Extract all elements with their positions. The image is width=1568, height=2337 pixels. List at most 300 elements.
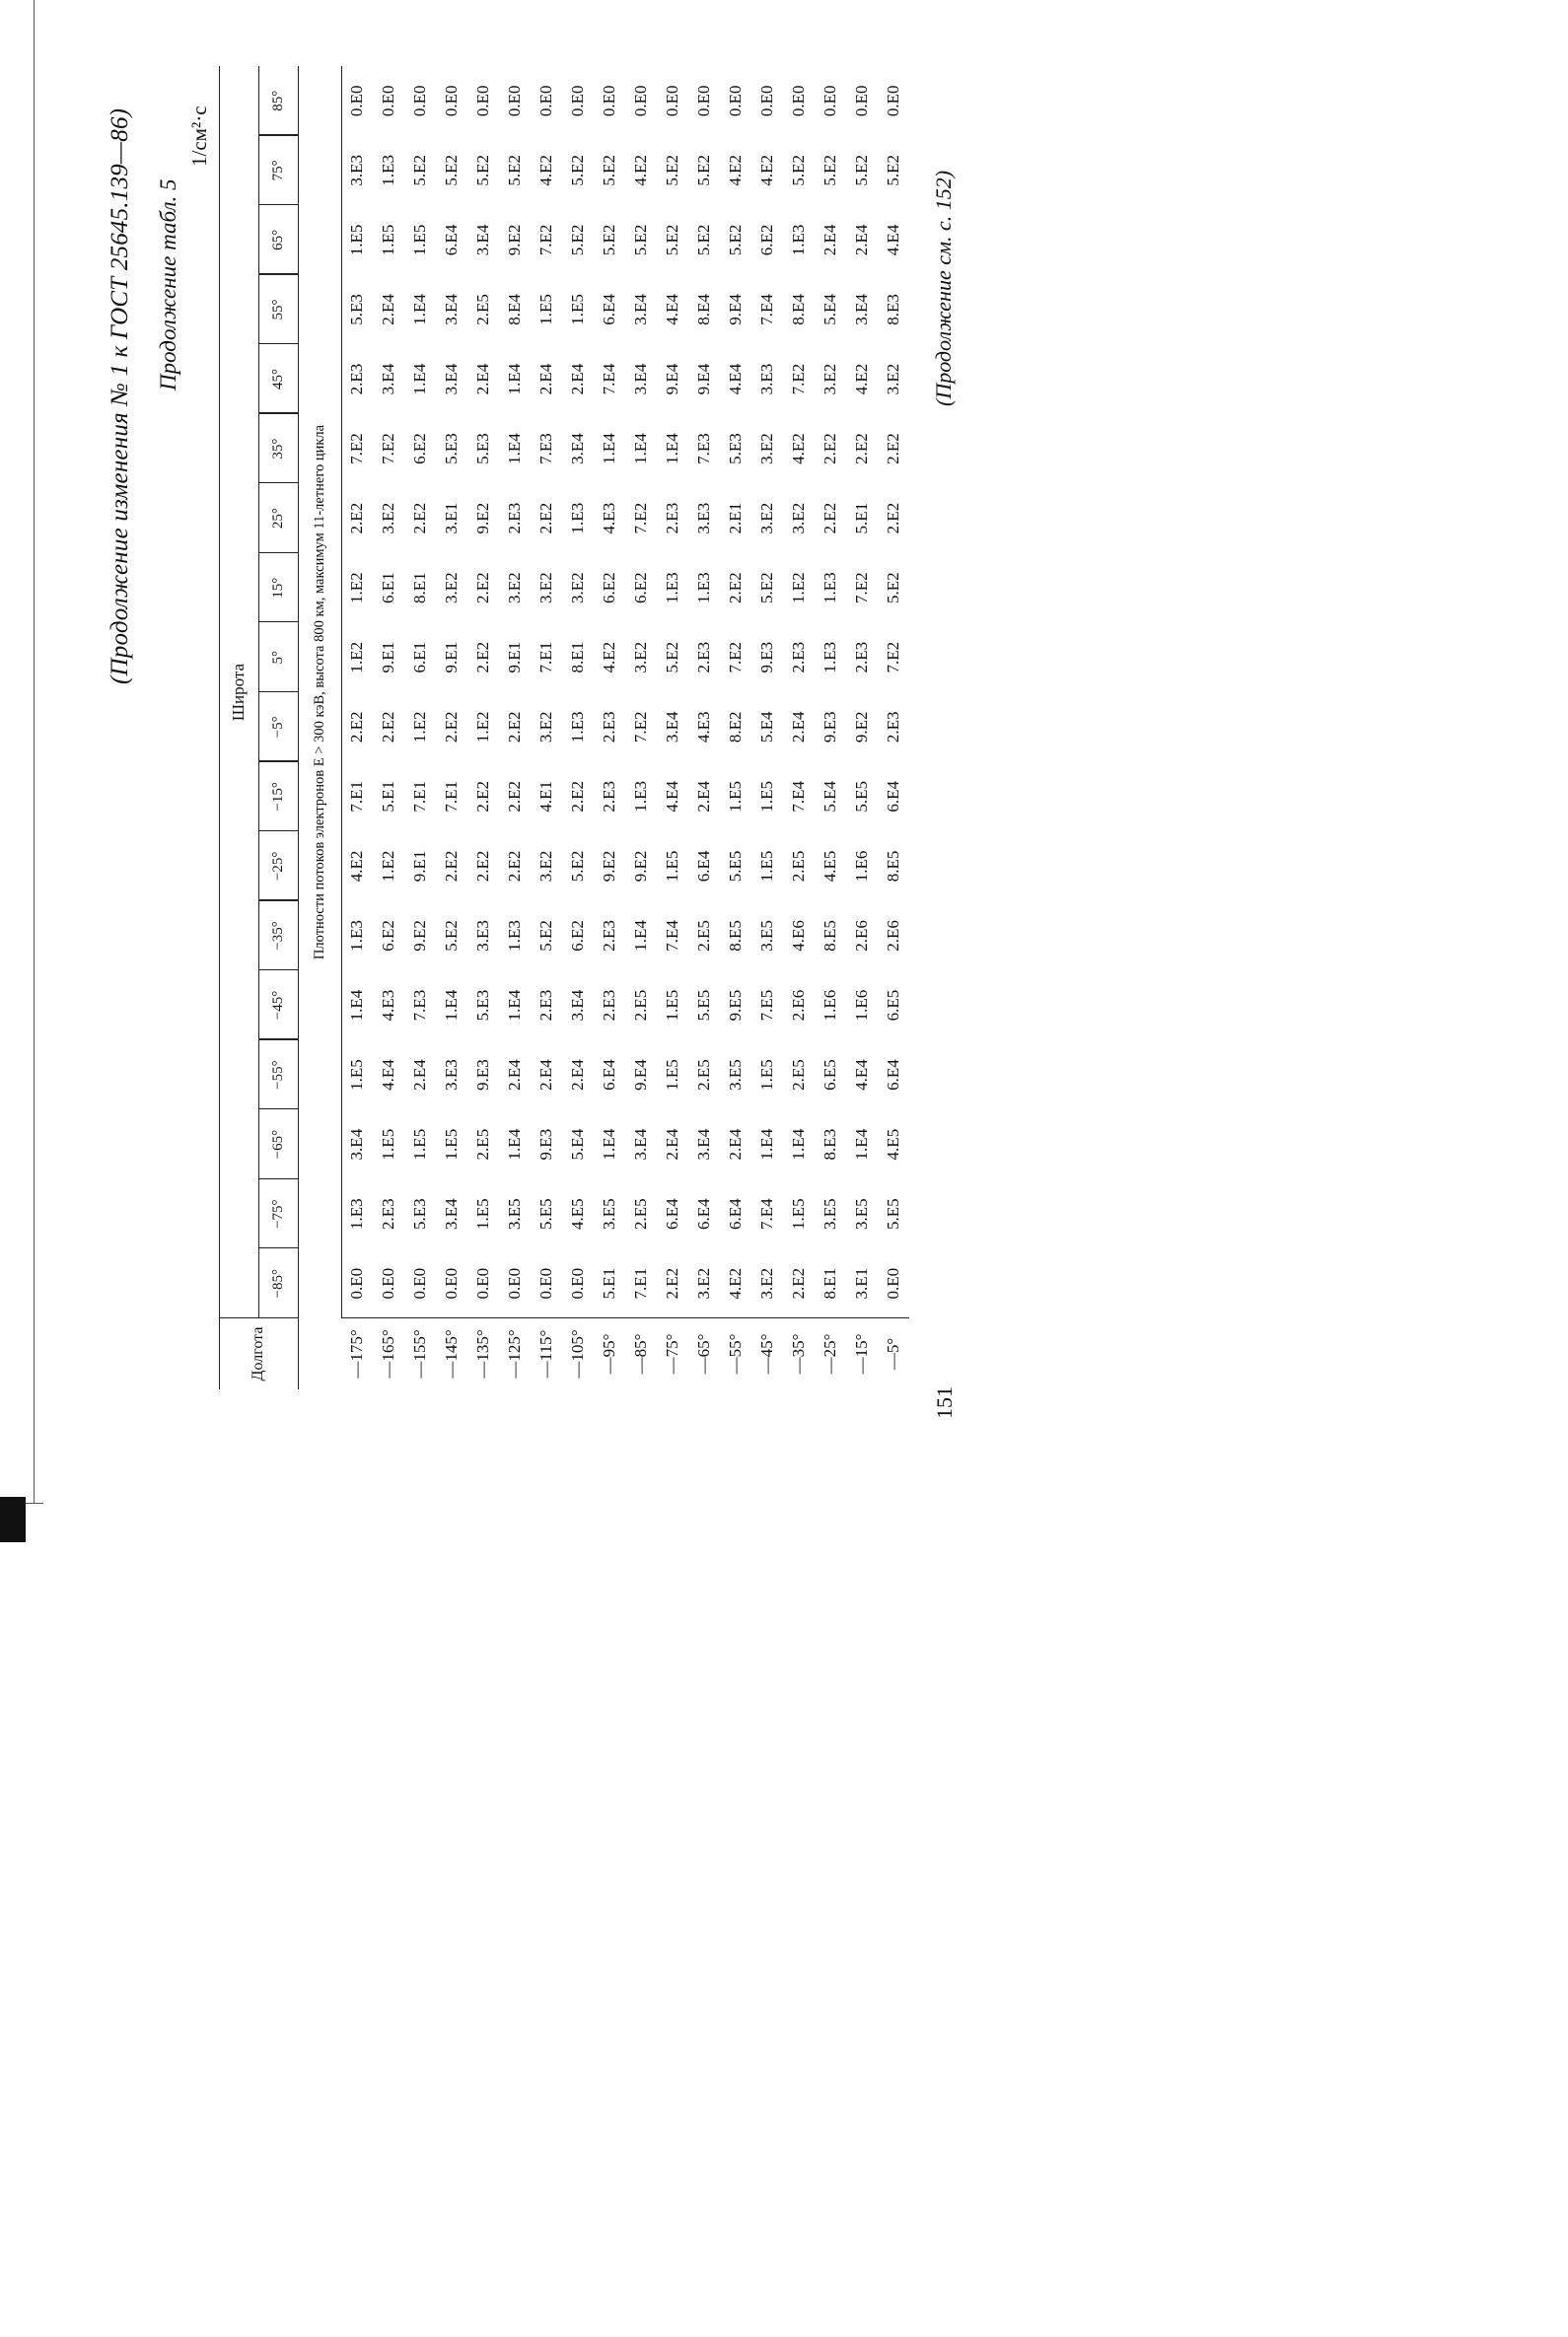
flux-value-cell: 4.E4 bbox=[379, 1059, 397, 1091]
flux-value-cell: 1.E6 bbox=[852, 989, 871, 1022]
flux-value-cell: 5.E2 bbox=[568, 850, 587, 883]
flux-value-cell: 3.E3 bbox=[757, 363, 776, 395]
flux-value-cell: 3.E5 bbox=[757, 920, 776, 952]
flux-value-cell: 5.E2 bbox=[473, 155, 492, 186]
flux-value-cell: 2.E6 bbox=[789, 989, 808, 1022]
flux-value-cell: 0.E0 bbox=[473, 1267, 492, 1300]
flux-value-cell: 1.E3 bbox=[379, 155, 397, 186]
latitude-column-header: −65° bbox=[270, 1129, 286, 1160]
flux-value-cell: 2.E3 bbox=[536, 989, 555, 1022]
flux-value-cell: 0.E0 bbox=[410, 1267, 429, 1300]
flux-value-cell: 0.E0 bbox=[505, 1267, 524, 1300]
flux-value-cell: 2.E2 bbox=[536, 502, 555, 534]
flux-value-cell: 3.E4 bbox=[473, 224, 492, 256]
flux-value-cell: 9.E1 bbox=[442, 641, 461, 673]
flux-value-cell: 7.E2 bbox=[884, 641, 902, 673]
flux-value-cell: 6.E2 bbox=[379, 920, 397, 952]
flux-value-cell: 2.E4 bbox=[663, 1128, 681, 1161]
flux-value-cell: 2.E6 bbox=[852, 920, 871, 952]
flux-value-cell: 2.E2 bbox=[505, 850, 524, 883]
flux-value-cell: 2.E5 bbox=[789, 1059, 808, 1091]
flux-value-cell: 0.E0 bbox=[820, 85, 839, 117]
flux-value-cell: 2.E5 bbox=[694, 1059, 713, 1091]
flux-value-cell: 6.E4 bbox=[694, 1198, 713, 1230]
flux-value-cell: 7.E2 bbox=[789, 363, 808, 395]
flux-value-cell: 8.E3 bbox=[884, 294, 902, 325]
flux-value-cell: 1.E4 bbox=[505, 363, 524, 395]
flux-value-cell: 1.E4 bbox=[505, 1128, 524, 1161]
flux-value-cell: 7.E2 bbox=[536, 224, 555, 256]
flux-value-cell: 2.E2 bbox=[789, 1267, 808, 1300]
latitude-column-header: −35° bbox=[270, 921, 286, 951]
flux-value-cell: 1.E5 bbox=[410, 1128, 429, 1161]
flux-value-cell: 5.E2 bbox=[663, 224, 681, 256]
flux-value-cell: 2.E3 bbox=[379, 1198, 397, 1230]
flux-value-cell: 8.E1 bbox=[410, 572, 429, 603]
flux-value-cell: 8.E3 bbox=[820, 1128, 839, 1161]
flux-value-cell: 1.E2 bbox=[410, 711, 429, 744]
flux-value-cell: 3.E4 bbox=[568, 433, 587, 464]
flux-value-cell: 5.E2 bbox=[820, 155, 839, 186]
flux-value-cell: 1.E5 bbox=[789, 1198, 808, 1230]
flux-value-cell: 3.E3 bbox=[442, 1059, 461, 1091]
flux-value-cell: 3.E5 bbox=[600, 1198, 618, 1230]
flux-value-cell: 1.E5 bbox=[410, 224, 429, 256]
flux-value-cell: 3.E2 bbox=[757, 502, 776, 534]
flux-value-cell: 1.E2 bbox=[347, 641, 366, 673]
flux-value-cell: 2.E2 bbox=[820, 433, 839, 464]
flux-value-cell: 0.E0 bbox=[442, 1267, 461, 1300]
latitude-column-header: −25° bbox=[270, 851, 286, 882]
flux-value-cell: 2.E5 bbox=[789, 850, 808, 883]
flux-value-cell: 5.E4 bbox=[820, 781, 839, 813]
flux-value-cell: 2.E3 bbox=[852, 641, 871, 673]
flux-value-cell: 5.E2 bbox=[631, 224, 650, 256]
flux-value-cell: 1.E3 bbox=[663, 572, 681, 603]
table-subtitle: Плотности потоков электронов E > 300 кэВ, высота 800 км, максимум 11-летнего цикла bbox=[312, 424, 327, 960]
flux-value-cell: 2.E2 bbox=[663, 1267, 681, 1300]
flux-value-cell: 5.E2 bbox=[789, 155, 808, 186]
flux-value-cell: 9.E4 bbox=[631, 1059, 650, 1091]
flux-value-cell: 3.E4 bbox=[347, 1128, 366, 1161]
latitude-column-header: 15° bbox=[270, 577, 286, 599]
flux-value-cell: 8.E5 bbox=[726, 920, 745, 952]
flux-value-cell: 3.E5 bbox=[726, 1059, 745, 1091]
flux-value-cell: 1.E4 bbox=[600, 433, 618, 464]
flux-value-cell: 3.E2 bbox=[789, 502, 808, 534]
latitude-column-header: −85° bbox=[270, 1269, 286, 1299]
flux-value-cell: 3.E2 bbox=[757, 433, 776, 464]
flux-value-cell: 7.E2 bbox=[631, 711, 650, 744]
flux-value-cell: 1.E5 bbox=[663, 1059, 681, 1091]
flux-value-cell: 1.E4 bbox=[757, 1128, 776, 1161]
flux-value-cell: 1.E4 bbox=[600, 1128, 618, 1161]
flux-value-cell: 5.E4 bbox=[568, 1128, 587, 1161]
flux-value-cell: 2.E3 bbox=[789, 641, 808, 673]
longitude-value: —55° bbox=[726, 1333, 745, 1375]
flux-value-cell: 5.E5 bbox=[852, 781, 871, 813]
page-number: 151 bbox=[932, 1386, 957, 1419]
longitude-value: —5° bbox=[884, 1337, 902, 1371]
flux-value-cell: 1.E5 bbox=[568, 294, 587, 325]
flux-value-cell: 9.E3 bbox=[820, 711, 839, 744]
flux-value-cell: 5.E5 bbox=[726, 850, 745, 883]
flux-value-cell: 7.E2 bbox=[631, 502, 650, 534]
flux-value-cell: 3.E3 bbox=[473, 920, 492, 952]
longitude-value: —125° bbox=[505, 1329, 524, 1379]
flux-value-cell: 2.E4 bbox=[726, 1128, 745, 1161]
flux-value-cell: 3.E2 bbox=[631, 641, 650, 673]
flux-value-cell: 2.E3 bbox=[694, 641, 713, 673]
longitude-value: —115° bbox=[536, 1329, 555, 1379]
flux-value-cell: 9.E2 bbox=[631, 850, 650, 883]
flux-value-cell: 6.E4 bbox=[694, 850, 713, 883]
flux-value-cell: 4.E5 bbox=[820, 850, 839, 883]
flux-value-cell: 5.E5 bbox=[694, 989, 713, 1022]
flux-value-cell: 2.E4 bbox=[410, 1059, 429, 1091]
flux-value-cell: 1.E4 bbox=[789, 1128, 808, 1161]
flux-value-cell: 7.E2 bbox=[347, 433, 366, 464]
flux-value-cell: 2.E2 bbox=[379, 711, 397, 744]
flux-value-cell: 5.E3 bbox=[473, 989, 492, 1022]
latitude-column-header: −15° bbox=[270, 782, 286, 812]
flux-value-cell: 2.E2 bbox=[347, 711, 366, 744]
flux-value-cell: 2.E5 bbox=[473, 1128, 492, 1161]
flux-value-cell: 1.E3 bbox=[820, 572, 839, 603]
longitude-value: —95° bbox=[600, 1333, 618, 1375]
flux-value-cell: 8.E2 bbox=[726, 711, 745, 744]
flux-value-cell: 1.E4 bbox=[631, 920, 650, 952]
flux-value-cell: 1.E5 bbox=[757, 850, 776, 883]
flux-value-cell: 2.E2 bbox=[473, 572, 492, 603]
longitude-value: —85° bbox=[631, 1333, 650, 1375]
flux-value-cell: 5.E2 bbox=[568, 224, 587, 256]
longitude-value: —65° bbox=[694, 1333, 713, 1375]
flux-value-cell: 9.E3 bbox=[536, 1128, 555, 1161]
latitude-column-header: 45° bbox=[270, 369, 286, 390]
flux-value-cell: 5.E2 bbox=[505, 155, 524, 186]
flux-value-cell: 2.E4 bbox=[568, 363, 587, 395]
flux-value-cell: 9.E4 bbox=[694, 363, 713, 395]
flux-value-cell: 0.E0 bbox=[536, 85, 555, 117]
flux-value-cell: 2.E2 bbox=[726, 572, 745, 603]
flux-value-cell: 8.E5 bbox=[884, 850, 902, 883]
flux-value-cell: 5.E4 bbox=[820, 294, 839, 325]
flux-value-cell: 2.E2 bbox=[852, 433, 871, 464]
flux-value-cell: 2.E2 bbox=[410, 502, 429, 534]
flux-value-cell: 5.E2 bbox=[600, 155, 618, 186]
flux-value-cell: 5.E2 bbox=[663, 155, 681, 186]
latitude-column-header: 35° bbox=[270, 438, 286, 460]
flux-value-cell: 9.E2 bbox=[410, 920, 429, 952]
flux-value-cell: 4.E2 bbox=[852, 363, 871, 395]
latitude-column-header: −5° bbox=[270, 716, 286, 739]
flux-value-cell: 7.E1 bbox=[410, 781, 429, 813]
latitude-column-header: 75° bbox=[270, 160, 286, 181]
flux-value-cell: 5.E2 bbox=[442, 155, 461, 186]
flux-value-cell: 7.E1 bbox=[442, 781, 461, 813]
flux-value-cell: 5.E4 bbox=[757, 711, 776, 744]
flux-value-cell: 0.E0 bbox=[347, 85, 366, 117]
longitude-header: Долгота bbox=[249, 1326, 266, 1381]
flux-value-cell: 1.E3 bbox=[631, 781, 650, 813]
flux-value-cell: 2.E4 bbox=[379, 294, 397, 325]
flux-value-cell: 4.E2 bbox=[789, 433, 808, 464]
flux-value-cell: 1.E4 bbox=[505, 433, 524, 464]
flux-value-cell: 6.E2 bbox=[757, 224, 776, 256]
flux-value-cell: 9.E5 bbox=[726, 989, 745, 1022]
flux-value-cell: 9.E2 bbox=[600, 850, 618, 883]
flux-value-cell: 8.E4 bbox=[694, 294, 713, 325]
longitude-value: —35° bbox=[789, 1333, 808, 1375]
rotated-page bbox=[0, 0, 1034, 1542]
flux-value-cell: 3.E4 bbox=[631, 363, 650, 395]
flux-value-cell: 0.E0 bbox=[379, 1267, 397, 1300]
flux-value-cell: 7.E2 bbox=[379, 433, 397, 464]
flux-value-cell: 2.E5 bbox=[631, 989, 650, 1022]
flux-value-cell: 4.E5 bbox=[568, 1198, 587, 1230]
flux-value-cell: 4.E2 bbox=[600, 641, 618, 673]
flux-value-cell: 6.E1 bbox=[379, 572, 397, 603]
table-continuation-label: Продолжение табл. 5 bbox=[156, 178, 180, 390]
flux-value-cell: 3.E5 bbox=[505, 1198, 524, 1230]
running-header: (Продолжение изменения № 1 к ГОСТ 25645.139—86) bbox=[107, 107, 133, 684]
flux-value-cell: 3.E2 bbox=[694, 1267, 713, 1300]
longitude-value: —25° bbox=[820, 1333, 839, 1375]
flux-value-cell: 0.E0 bbox=[757, 85, 776, 117]
flux-value-cell: 5.E1 bbox=[852, 502, 871, 534]
flux-value-cell: 2.E2 bbox=[473, 641, 492, 673]
flux-value-cell: 4.E2 bbox=[536, 155, 555, 186]
flux-value-cell: 1.E5 bbox=[757, 781, 776, 813]
flux-value-cell: 9.E2 bbox=[473, 502, 492, 534]
flux-value-cell: 2.E2 bbox=[442, 711, 461, 744]
flux-value-cell: 2.E4 bbox=[694, 781, 713, 813]
flux-value-cell: 2.E4 bbox=[505, 1059, 524, 1091]
longitude-value: —155° bbox=[410, 1329, 429, 1379]
flux-value-cell: 5.E2 bbox=[757, 572, 776, 603]
flux-value-cell: 5.E3 bbox=[347, 294, 366, 325]
flux-value-cell: 6.E4 bbox=[600, 1059, 618, 1091]
flux-value-cell: 7.E1 bbox=[631, 1267, 650, 1300]
flux-value-cell: 3.E4 bbox=[631, 294, 650, 325]
flux-value-cell: 2.E4 bbox=[568, 1059, 587, 1091]
flux-value-cell: 1.E2 bbox=[347, 572, 366, 603]
flux-value-cell: 1.E5 bbox=[663, 989, 681, 1022]
flux-value-cell: 4.E2 bbox=[726, 1267, 745, 1300]
flux-value-cell: 7.E4 bbox=[757, 294, 776, 325]
longitude-value: —105° bbox=[568, 1329, 587, 1379]
flux-value-cell: 2.E4 bbox=[536, 363, 555, 395]
flux-value-cell: 0.E0 bbox=[568, 1267, 587, 1300]
flux-value-cell: 6.E4 bbox=[884, 781, 902, 813]
flux-value-cell: 7.E5 bbox=[757, 989, 776, 1022]
flux-value-cell: 4.E3 bbox=[694, 711, 713, 744]
flux-value-cell: 1.E5 bbox=[379, 1128, 397, 1161]
flux-value-cell: 9.E3 bbox=[757, 641, 776, 673]
flux-value-cell: 5.E2 bbox=[884, 572, 902, 603]
flux-value-cell: 8.E4 bbox=[505, 294, 524, 325]
flux-value-cell: 1.E4 bbox=[852, 1128, 871, 1161]
flux-value-cell: 5.E5 bbox=[536, 1198, 555, 1230]
flux-value-cell: 7.E4 bbox=[757, 1198, 776, 1230]
flux-value-cell: 5.E2 bbox=[726, 224, 745, 256]
flux-value-cell: 5.E2 bbox=[694, 155, 713, 186]
flux-value-cell: 9.E1 bbox=[379, 641, 397, 673]
flux-value-cell: 1.E3 bbox=[505, 920, 524, 952]
flux-value-cell: 6.E2 bbox=[410, 433, 429, 464]
flux-value-cell: 3.E5 bbox=[852, 1198, 871, 1230]
latitude-column-header: 65° bbox=[270, 229, 286, 250]
flux-value-cell: 0.E0 bbox=[410, 85, 429, 117]
flux-value-cell: 3.E4 bbox=[568, 989, 587, 1022]
flux-value-cell: 2.E2 bbox=[505, 711, 524, 744]
flux-value-cell: 2.E3 bbox=[600, 711, 618, 744]
flux-value-cell: 0.E0 bbox=[789, 85, 808, 117]
flux-value-cell: 0.E0 bbox=[568, 85, 587, 117]
flux-value-cell: 5.E2 bbox=[442, 920, 461, 952]
flux-value-cell: 0.E0 bbox=[600, 85, 618, 117]
flux-value-cell: 0.E0 bbox=[505, 85, 524, 117]
flux-value-cell: 1.E3 bbox=[820, 641, 839, 673]
flux-value-cell: 4.E4 bbox=[884, 224, 902, 256]
flux-value-cell: 1.E5 bbox=[536, 294, 555, 325]
flux-value-cell: 1.E4 bbox=[631, 433, 650, 464]
flux-value-cell: 4.E2 bbox=[631, 155, 650, 186]
latitude-column-header: −75° bbox=[270, 1199, 286, 1229]
latitude-header: Широта bbox=[229, 663, 248, 722]
flux-value-cell: 8.E1 bbox=[820, 1267, 839, 1300]
latitude-column-header: 55° bbox=[270, 299, 286, 320]
longitude-value: —15° bbox=[852, 1333, 871, 1375]
flux-value-cell: 2.E4 bbox=[820, 224, 839, 256]
flux-value-cell: 2.E2 bbox=[473, 781, 492, 813]
flux-value-cell: 0.E0 bbox=[347, 1267, 366, 1300]
flux-value-cell: 6.E5 bbox=[884, 989, 902, 1022]
flux-value-cell: 9.E1 bbox=[410, 850, 429, 883]
latitude-column-header: −45° bbox=[270, 990, 286, 1021]
flux-value-cell: 7.E4 bbox=[663, 920, 681, 952]
flux-value-cell: 9.E1 bbox=[505, 641, 524, 673]
flux-value-cell: 3.E2 bbox=[536, 850, 555, 883]
flux-value-cell: 3.E4 bbox=[663, 711, 681, 744]
flux-value-cell: 2.E2 bbox=[568, 781, 587, 813]
flux-value-cell: 0.E0 bbox=[884, 1267, 902, 1300]
flux-value-cell: 1.E4 bbox=[410, 363, 429, 395]
flux-value-cell: 7.E1 bbox=[536, 641, 555, 673]
flux-value-cell: 0.E0 bbox=[631, 85, 650, 117]
longitude-value: —135° bbox=[473, 1329, 492, 1379]
flux-value-cell: 3.E4 bbox=[852, 294, 871, 325]
flux-value-cell: 6.E2 bbox=[631, 572, 650, 603]
flux-value-cell: 0.E0 bbox=[536, 1267, 555, 1300]
flux-value-cell: 1.E6 bbox=[820, 989, 839, 1022]
flux-value-cell: 5.E2 bbox=[568, 155, 587, 186]
flux-value-cell: 5.E2 bbox=[536, 920, 555, 952]
flux-value-cell: 5.E3 bbox=[442, 433, 461, 464]
longitude-value: —145° bbox=[442, 1329, 461, 1379]
flux-value-cell: 8.E4 bbox=[789, 294, 808, 325]
flux-value-cell: 2.E3 bbox=[600, 989, 618, 1022]
flux-value-cell: 3.E2 bbox=[536, 711, 555, 744]
flux-value-cell: 6.E2 bbox=[568, 920, 587, 952]
flux-value-cell: 7.E3 bbox=[694, 433, 713, 464]
flux-value-cell: 1.E5 bbox=[663, 850, 681, 883]
flux-value-cell: 1.E3 bbox=[347, 1198, 366, 1230]
flux-value-cell: 2.E5 bbox=[473, 294, 492, 325]
longitude-value: —175° bbox=[347, 1329, 366, 1379]
flux-value-cell: 2.E4 bbox=[789, 711, 808, 744]
flux-value-cell: 2.E2 bbox=[442, 850, 461, 883]
flux-value-cell: 1.E2 bbox=[789, 572, 808, 603]
flux-value-cell: 4.E2 bbox=[726, 155, 745, 186]
flux-value-cell: 7.E2 bbox=[852, 572, 871, 603]
flux-value-cell: 2.E2 bbox=[820, 502, 839, 534]
flux-value-cell: 3.E2 bbox=[820, 363, 839, 395]
flux-value-cell: 3.E4 bbox=[442, 1198, 461, 1230]
flux-value-cell: 8.E1 bbox=[568, 641, 587, 673]
flux-value-cell: 2.E2 bbox=[505, 781, 524, 813]
flux-value-cell: 3.E2 bbox=[505, 572, 524, 603]
flux-value-cell: 3.E1 bbox=[852, 1267, 871, 1300]
flux-value-cell: 4.E3 bbox=[600, 502, 618, 534]
flux-value-cell: 3.E4 bbox=[379, 363, 397, 395]
latitude-column-header: −55° bbox=[270, 1060, 286, 1090]
latitude-column-header: 5° bbox=[270, 650, 286, 665]
flux-value-cell: 6.E4 bbox=[884, 1059, 902, 1091]
flux-value-cell: 6.E5 bbox=[820, 1059, 839, 1091]
flux-value-cell: 4.E2 bbox=[347, 850, 366, 883]
flux-value-cell: 4.E2 bbox=[757, 155, 776, 186]
flux-value-cell: 6.E4 bbox=[442, 224, 461, 256]
flux-value-cell: 9.E3 bbox=[473, 1059, 492, 1091]
flux-value-cell: 3.E2 bbox=[442, 572, 461, 603]
flux-value-cell: 3.E4 bbox=[442, 363, 461, 395]
flux-value-cell: 2.E3 bbox=[600, 920, 618, 952]
flux-value-cell: 0.E0 bbox=[442, 85, 461, 117]
flux-value-cell: 2.E2 bbox=[347, 502, 366, 534]
flux-value-cell: 0.E0 bbox=[694, 85, 713, 117]
flux-value-cell: 3.E2 bbox=[884, 363, 902, 395]
flux-value-cell: 7.E4 bbox=[600, 363, 618, 395]
flux-value-cell: 6.E4 bbox=[726, 1198, 745, 1230]
flux-value-cell: 7.E3 bbox=[410, 989, 429, 1022]
flux-value-cell: 2.E3 bbox=[505, 502, 524, 534]
flux-value-cell: 0.E0 bbox=[884, 85, 902, 117]
units-label: 1/см²·с bbox=[187, 106, 211, 167]
flux-value-cell: 1.E5 bbox=[473, 1198, 492, 1230]
flux-value-cell: 3.E2 bbox=[536, 572, 555, 603]
longitude-value: —75° bbox=[663, 1333, 681, 1375]
flux-value-cell: 7.E4 bbox=[789, 781, 808, 813]
flux-value-cell: 3.E2 bbox=[568, 572, 587, 603]
flux-value-cell: 1.E4 bbox=[442, 989, 461, 1022]
flux-value-cell: 4.E4 bbox=[663, 781, 681, 813]
flux-value-cell: 2.E5 bbox=[631, 1198, 650, 1230]
flux-value-cell: 5.E1 bbox=[600, 1267, 618, 1300]
flux-value-cell: 1.E4 bbox=[347, 989, 366, 1022]
flux-value-cell: 1.E6 bbox=[852, 850, 871, 883]
flux-value-cell: 0.E0 bbox=[663, 85, 681, 117]
flux-value-cell: 1.E5 bbox=[379, 224, 397, 256]
flux-value-cell: 2.E2 bbox=[884, 502, 902, 534]
flux-value-cell: 5.E3 bbox=[410, 1198, 429, 1230]
flux-value-cell: 2.E4 bbox=[536, 1059, 555, 1091]
flux-value-cell: 0.E0 bbox=[379, 85, 397, 117]
flux-value-cell: 1.E5 bbox=[757, 1059, 776, 1091]
flux-value-cell: 2.E4 bbox=[473, 363, 492, 395]
flux-value-cell: 1.E2 bbox=[379, 850, 397, 883]
